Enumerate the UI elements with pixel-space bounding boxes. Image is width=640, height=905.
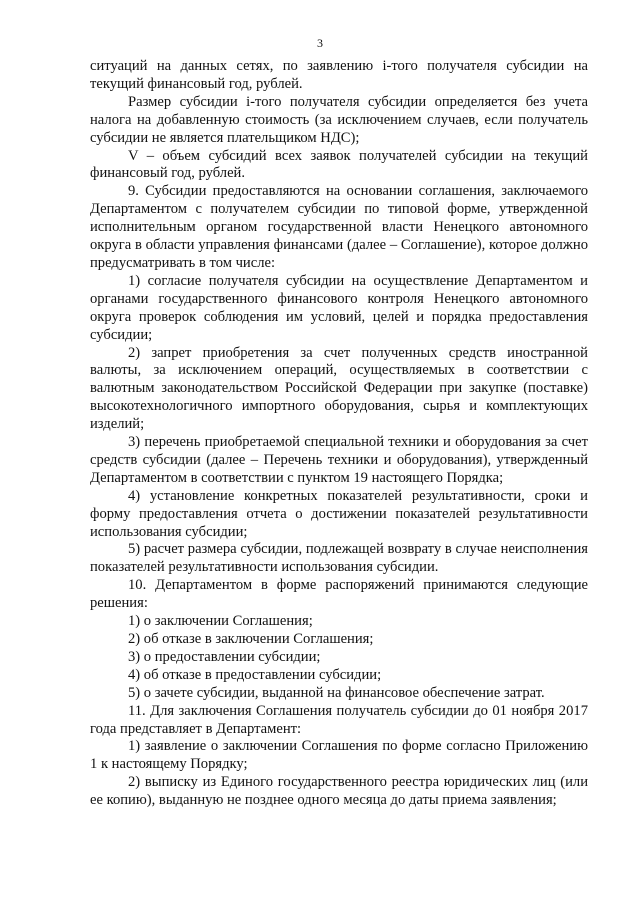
list-item-9-3: 3) перечень приобретаемой специальной техники и оборудования за счет средств субсидии (далее – Перечень техники и оборудования), утвержденный Департаментом в соответствии с пунктом 19 настоящего Порядка; — [90, 434, 588, 486]
paragraph-item-9: 9. Субсидии предоставляются на основании соглашения, заключаемого Департаментом с получателем субсидии по типовой форме, утвержденной исполнительным органом государственной власти Ненецкого автономного округа в области управления финансами (далее – Соглашение), которое должно предусматривать в том числе: — [90, 183, 588, 271]
list-item-10-5: 5) о зачете субсидии, выданной на финансовое обеспечение затрат. — [128, 684, 545, 701]
paragraph-subsidy-size: Размер субсидии i-того получателя субсидии определяется без учета налога на добавленную стоимость (за исключением случаев, если получатель субсидии не является плательщиком НДС); — [90, 93, 588, 146]
paragraph-v-definition: V – объем субсидий всех заявок получателей субсидии на текущий финансовый год, рублей. — [90, 147, 588, 182]
list-item-11-2: 2) выписку из Единого государственного реестра юридических лиц (или ее копию), выданную не позднее одного месяца до даты приема заявления; — [90, 774, 588, 809]
document-body — [90, 58, 588, 810]
list-item-9-4: 4) установление конкретных показателей результативности, сроки и форму предоставления отчета о достижении показателей результативности использования субсидии; — [90, 487, 588, 540]
list-item-9-2: 2) запрет приобретения за счет полученных средств иностранной валюты, за исключением операций, осуществляемых в соответствии с валютным законодательством Российской Федерации при закупке (поставке) высокотехнологичного импортного оборудования, сырья и комплектующих изделий; — [90, 344, 588, 433]
list-item-10-3: 3) о предоставлении субсидии; — [128, 648, 321, 665]
paragraph-continuation: ситуаций на данных сетях, по заявлению i-того получателя субсидии на текущий финансовый год, рублей. — [90, 58, 588, 92]
list-item-9-1: 1) согласие получателя субсидии на осуществление Департаментом и органами государственного финансового контроля Ненецкого автономного округа проверок соблюдения им условий, целей и порядка предоставления субсидии; — [90, 272, 588, 343]
list-item-10-1: 1) о заключении Соглашения; — [128, 613, 313, 630]
paragraph-item-11: 11. Для заключения Соглашения получатель субсидии до 01 ноября 2017 года представляет в Департамент: — [90, 702, 588, 737]
list-item-9-5: 5) расчет размера субсидии, подлежащей возврату в случае неисполнения показателей результативности использования субсидии. — [90, 541, 588, 576]
page-number: 3 — [317, 36, 323, 50]
list-item-10-2: 2) об отказе в заключении Соглашения; — [128, 631, 374, 647]
list-item-11-1: 1) заявление о заключении Соглашения по форме согласно Приложению 1 к настоящему Порядку; — [90, 738, 588, 773]
paragraph-item-10: 10. Департаментом в форме распоряжений принимаются следующие решения: — [90, 577, 588, 612]
list-item-10-4: 4) об отказе в предоставлении субсидии; — [128, 666, 382, 683]
